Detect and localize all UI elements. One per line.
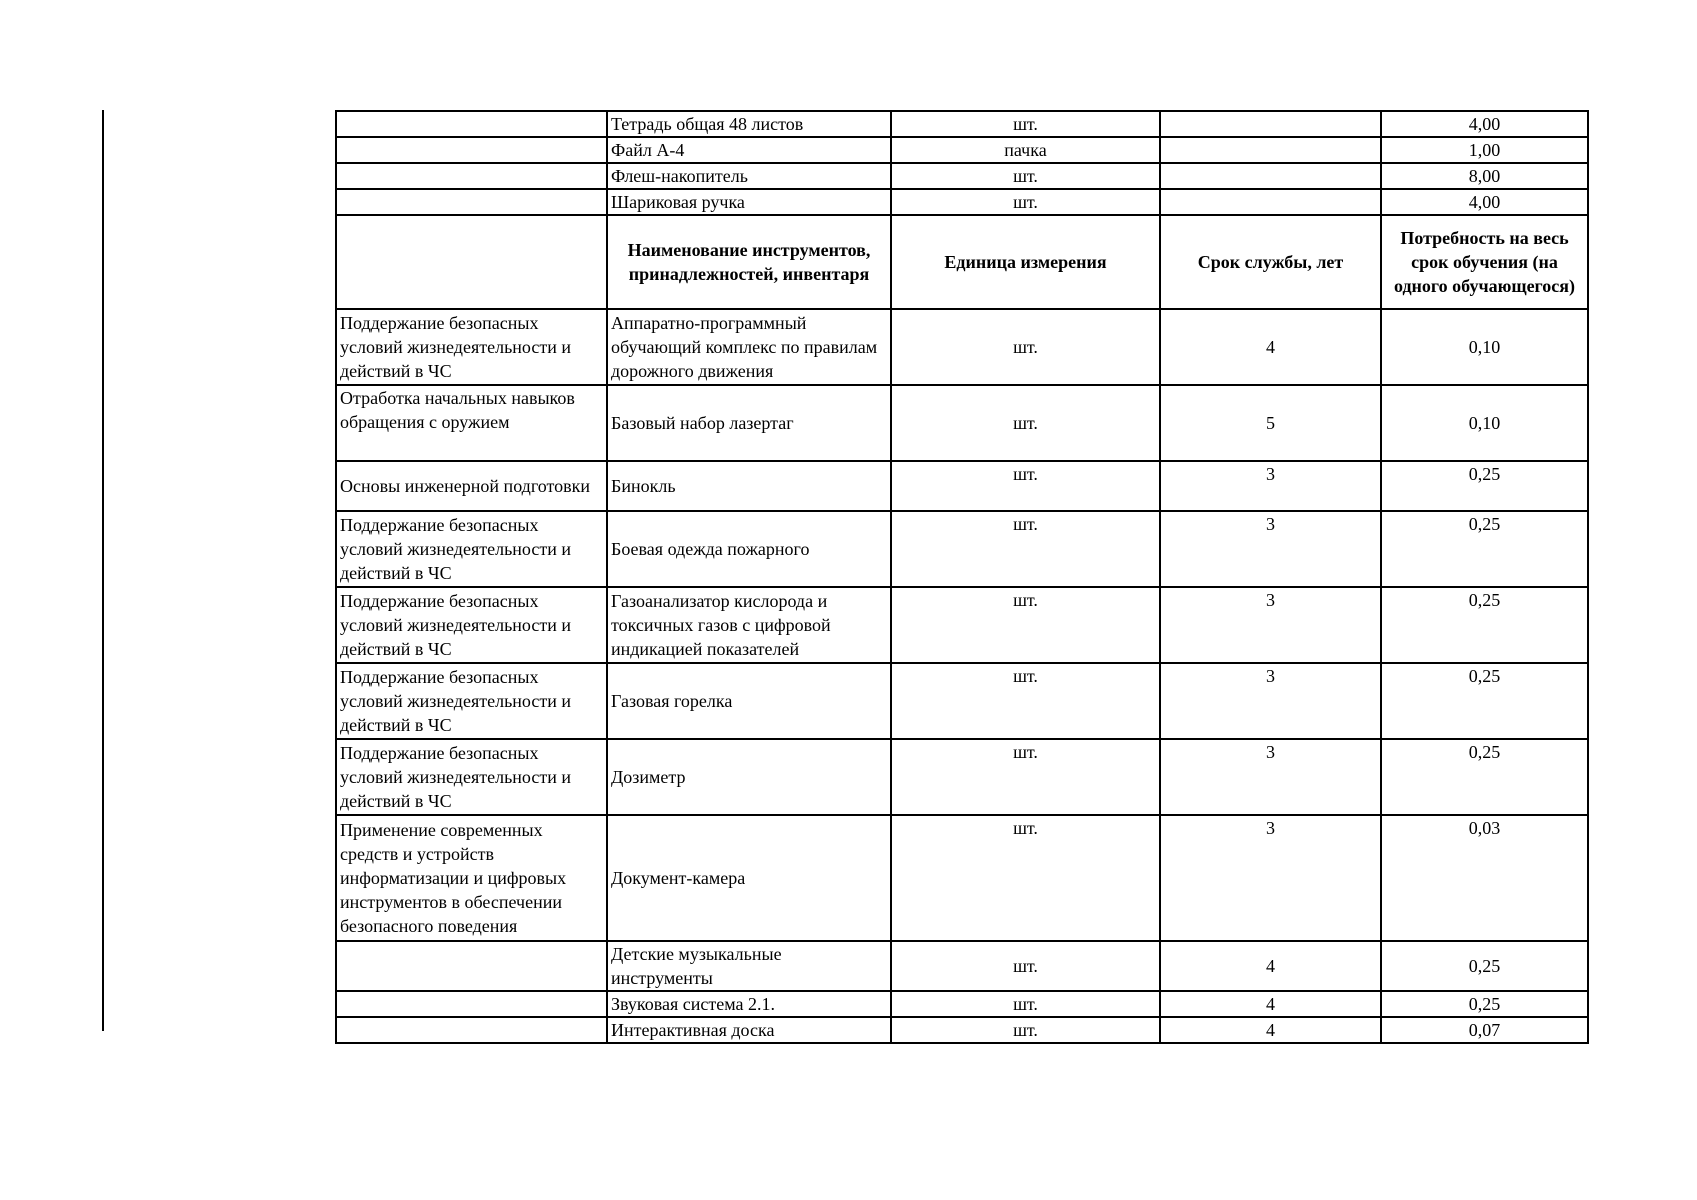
need-cell: 4,00 [1381,189,1588,215]
need-cell: 0,10 [1381,385,1588,461]
module-cell: Применение современных средств и устройств информатизации и цифровых инструментов в обеспечении безопасного поведения [336,815,607,941]
item-cell: Бинокль [607,461,891,511]
item-cell: Документ-камера [607,815,891,941]
unit-cell: шт. [891,309,1160,385]
item-cell: Детские музыкальные инструменты [607,941,891,991]
table-row [336,1017,1588,1043]
need-cell: 0,10 [1381,309,1588,385]
module-cell [336,111,607,137]
table-row [336,815,1588,941]
table-row [336,511,1588,587]
need-cell: 0,07 [1381,1017,1588,1043]
life-cell: 3 [1160,461,1381,511]
header-cell-life: Срок службы, лет [1160,215,1381,309]
header-cell-item: Наименование инструментов, принадлежностей, инвентаря [607,215,891,309]
equipment-table [335,110,1589,1044]
item-cell: Звуковая система 2.1. [607,991,891,1017]
unit-cell: шт. [891,663,1160,739]
need-cell: 0,25 [1381,461,1588,511]
module-cell [336,137,607,163]
module-cell [336,163,607,189]
unit-cell: шт. [891,511,1160,587]
module-cell: Поддержание безопасных условий жизнедеятельности и действий в ЧС [336,309,607,385]
unit-cell: шт. [891,991,1160,1017]
module-cell: Поддержание безопасных условий жизнедеятельности и действий в ЧС [336,511,607,587]
life-cell [1160,137,1381,163]
module-cell [336,991,607,1017]
table-row [336,309,1588,385]
unit-cell: пачка [891,137,1160,163]
item-cell: Газовая горелка [607,663,891,739]
table-row [336,461,1588,511]
table-header-row [336,215,1588,309]
table-row [336,111,1588,137]
life-cell [1160,111,1381,137]
header-cell-module [336,215,607,309]
life-cell [1160,163,1381,189]
module-cell: Отработка начальных навыков обращения с оружием [336,385,607,461]
unit-cell: шт. [891,163,1160,189]
module-cell [336,189,607,215]
table-row [336,739,1588,815]
table-row [336,663,1588,739]
need-cell: 0,25 [1381,941,1588,991]
unit-cell: шт. [891,111,1160,137]
unit-cell: шт. [891,1017,1160,1043]
table-row [336,189,1588,215]
need-cell: 0,03 [1381,815,1588,941]
unit-cell: шт. [891,941,1160,991]
item-cell: Аппаратно-программный обучающий комплекс по правилам дорожного движения [607,309,891,385]
life-cell: 4 [1160,991,1381,1017]
unit-cell: шт. [891,739,1160,815]
life-cell: 4 [1160,1017,1381,1043]
table-row [336,941,1588,991]
module-cell [336,941,607,991]
life-cell: 4 [1160,941,1381,991]
module-cell: Поддержание безопасных условий жизнедеятельности и действий в ЧС [336,663,607,739]
unit-cell: шт. [891,385,1160,461]
life-cell [1160,189,1381,215]
item-cell: Базовый набор лазертаг [607,385,891,461]
table-row [336,163,1588,189]
life-cell: 3 [1160,511,1381,587]
need-cell: 0,25 [1381,663,1588,739]
life-cell: 4 [1160,309,1381,385]
item-cell: Дозиметр [607,739,891,815]
item-cell: Боевая одежда пожарного [607,511,891,587]
need-cell: 0,25 [1381,991,1588,1017]
header-cell-need: Потребность на весь срок обучения (на одного обучающегося) [1381,215,1588,309]
life-cell: 3 [1160,663,1381,739]
module-cell [336,1017,607,1043]
module-cell: Поддержание безопасных условий жизнедеятельности и действий в ЧС [336,587,607,663]
table-row [336,137,1588,163]
unit-cell: шт. [891,189,1160,215]
life-cell: 5 [1160,385,1381,461]
need-cell: 0,25 [1381,511,1588,587]
module-cell: Основы инженерной подготовки [336,461,607,511]
module-cell: Поддержание безопасных условий жизнедеятельности и действий в ЧС [336,739,607,815]
need-cell: 8,00 [1381,163,1588,189]
unit-cell: шт. [891,461,1160,511]
table-row [336,991,1588,1017]
item-cell: Флеш-накопитель [607,163,891,189]
life-cell: 3 [1160,739,1381,815]
item-cell: Тетрадь общая 48 листов [607,111,891,137]
margin-rule [102,110,104,1031]
need-cell: 1,00 [1381,137,1588,163]
table-row [336,385,1588,461]
unit-cell: шт. [891,815,1160,941]
item-cell: Газоанализатор кислорода и токсичных газов с цифровой индикацией показателей [607,587,891,663]
header-cell-unit: Единица измерения [891,215,1160,309]
life-cell: 3 [1160,587,1381,663]
table-row [336,587,1588,663]
life-cell: 3 [1160,815,1381,941]
need-cell: 0,25 [1381,587,1588,663]
item-cell: Файл А-4 [607,137,891,163]
need-cell: 0,25 [1381,739,1588,815]
item-cell: Интерактивная доска [607,1017,891,1043]
item-cell: Шариковая ручка [607,189,891,215]
unit-cell: шт. [891,587,1160,663]
need-cell: 4,00 [1381,111,1588,137]
